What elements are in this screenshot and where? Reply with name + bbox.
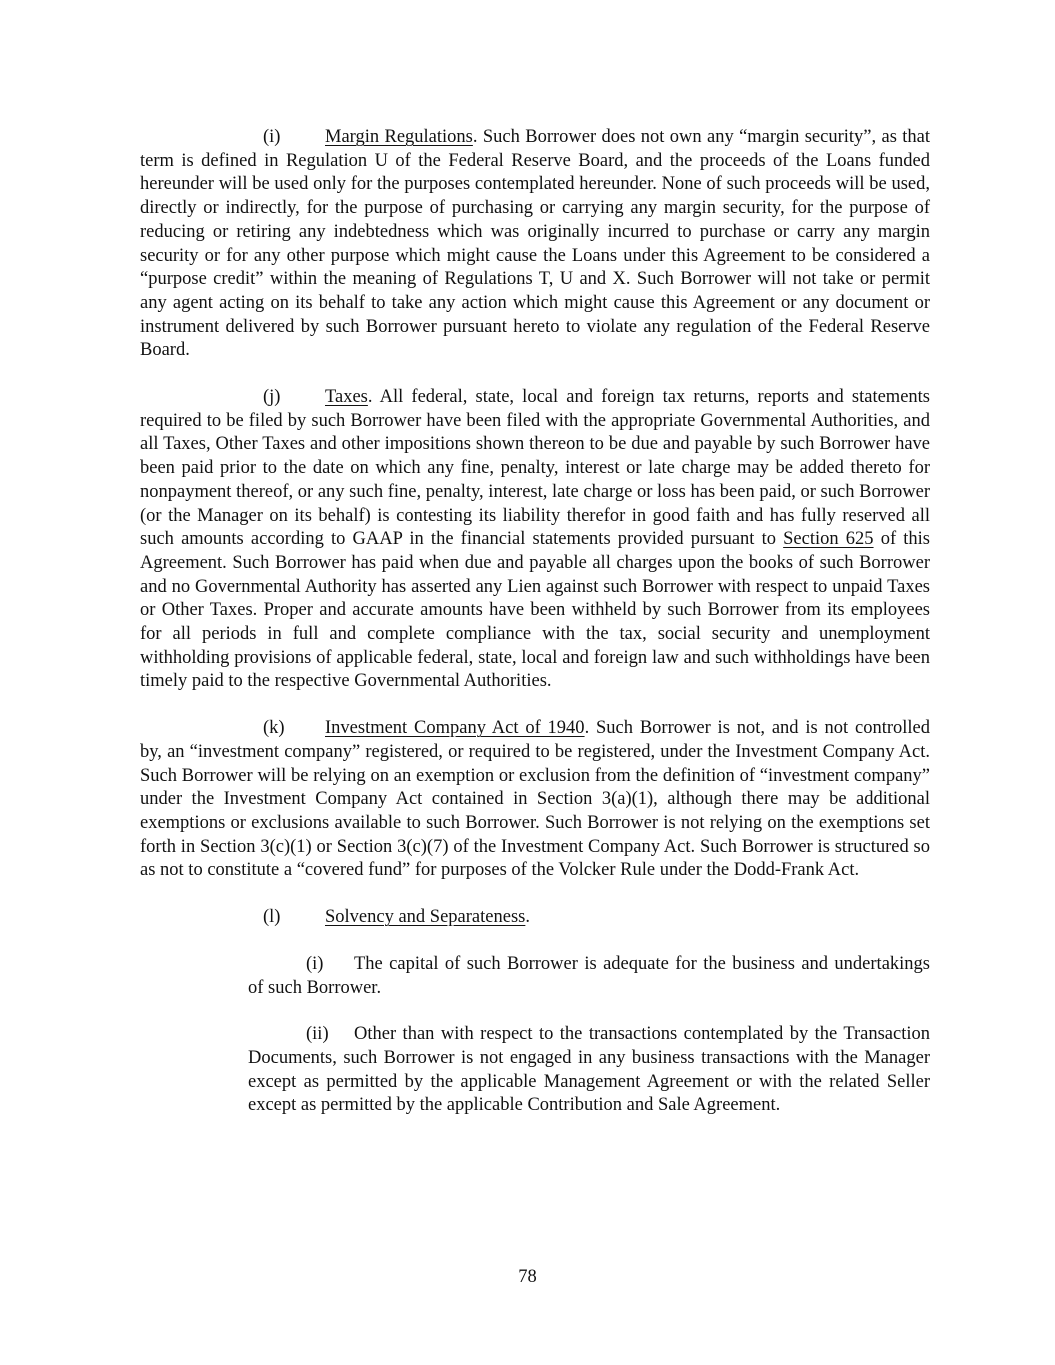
section-l-sub-i-body: The capital of such Borrower is adequate for the business and undertakings of such Borrower. (248, 953, 930, 998)
section-l-sub-i-label: (i) (306, 953, 324, 974)
section-l-title: Solvency and Separateness (325, 907, 526, 928)
section-k-label: (k) (263, 718, 285, 739)
section-i-title: Margin Regulations (325, 127, 473, 147)
section-k-body: . Such Borrower is not, and is not controlled by, an “investment company” registered, or required to be registered, under the Investment Company Act. Such Borrower will be relying on an exemption or exclusion from the definition of “investment company” under the Investment Company Act contained in Section 3(a)(1), although there may be additional exemptions or exclusions available to such Borrower. Such Borrower is not relying on the exemptions set forth in Section 3(c)(1) or Section 3(c)(7) of the Investment Company Act. Such Borrower is structured so as not to constitute a “covered fund” for purposes of the Volcker Rule under the Dodd-Frank Act. (140, 718, 930, 881)
section-j-body-part-2: of this Agreement. Such Borrower has paid when due and payable all charges upon the books of such Borrower and no Governmental Authority has asserted any Lien against such Borrower with respect to unpaid Taxes or Other Taxes. Proper and accurate amounts have been withheld by such Borrower from its employees for all periods in full and complete compliance with the tax, social security and unemployment withholding provisions of applicable federal, state, local and foreign law and such withholdings have been timely paid to the respective Governmental Authorities. (140, 529, 930, 692)
section-j-title: Taxes (325, 387, 368, 408)
document-body (140, 126, 930, 1118)
section-l-sub-ii-label: (ii) (306, 1024, 329, 1045)
section-j-paragraph (140, 386, 930, 694)
section-l-sub-ii-paragraph (248, 1023, 930, 1118)
section-l-heading (140, 906, 930, 930)
section-l-sub-i-paragraph (248, 953, 930, 1000)
section-l-sub-ii-body: Other than with respect to the transactions contemplated by the Transaction Documents, such Borrower is not engaged in any business transactions with the Manager except as permitted by the applicable Management Agreement or with the related Seller except as permitted by the applicable Contribution and Sale Agreement. (248, 1024, 930, 1116)
section-reference-link: Section 625 (783, 529, 874, 550)
section-i-paragraph (140, 126, 930, 363)
section-j-label: (j) (263, 387, 281, 408)
section-k-paragraph (140, 717, 930, 883)
section-l-label: (l) (263, 907, 281, 928)
section-j-body-part-1: . All federal, state, local and foreign tax returns, reports and statements required to be filed by such Borrower have been filed with the appropriate Governmental Authorities, and all Taxes, Other Taxes and other impositions shown thereon to be due and payable by such Borrower have been paid prior to the date on which any fine, penalty, interest or late charge may be added thereto for nonpayment thereof, or any such fine, penalty, interest, late charge or loss has been paid, or such Borrower (or the Manager on its behalf) is contesting its liability therefor in good faith and has fully reserved all such amounts according to GAAP in the financial statements provided pursuant to (140, 387, 930, 550)
page-number: 78 (518, 1267, 537, 1287)
section-i-body: . Such Borrower does not own any “margin security”, as that term is defined in Regulation U of the Federal Reserve Board, and the proceeds of the Loans funded hereunder will be used only for the purposes contemplated hereunder. None of such proceeds will be used, directly or indirectly, for the purpose of purchasing or carrying any margin security, for the purpose of reducing or retiring any indebtedness which was originally incurred to purchase or carry any margin security or for any other purpose which might cause the Loans under this Agreement to be considered a “purpose credit” within the meaning of Regulations T, U and X. Such Borrower will not take or permit any agent acting on its behalf to take any action which might cause this Agreement or any document or instrument delivered by such Borrower pursuant hereto to violate any regulation of the Federal Reserve Board. (140, 127, 930, 361)
section-k-title: Investment Company Act of 1940 (325, 718, 585, 739)
section-i-label: (i) (263, 127, 281, 147)
section-l-title-suffix: . (525, 907, 530, 928)
